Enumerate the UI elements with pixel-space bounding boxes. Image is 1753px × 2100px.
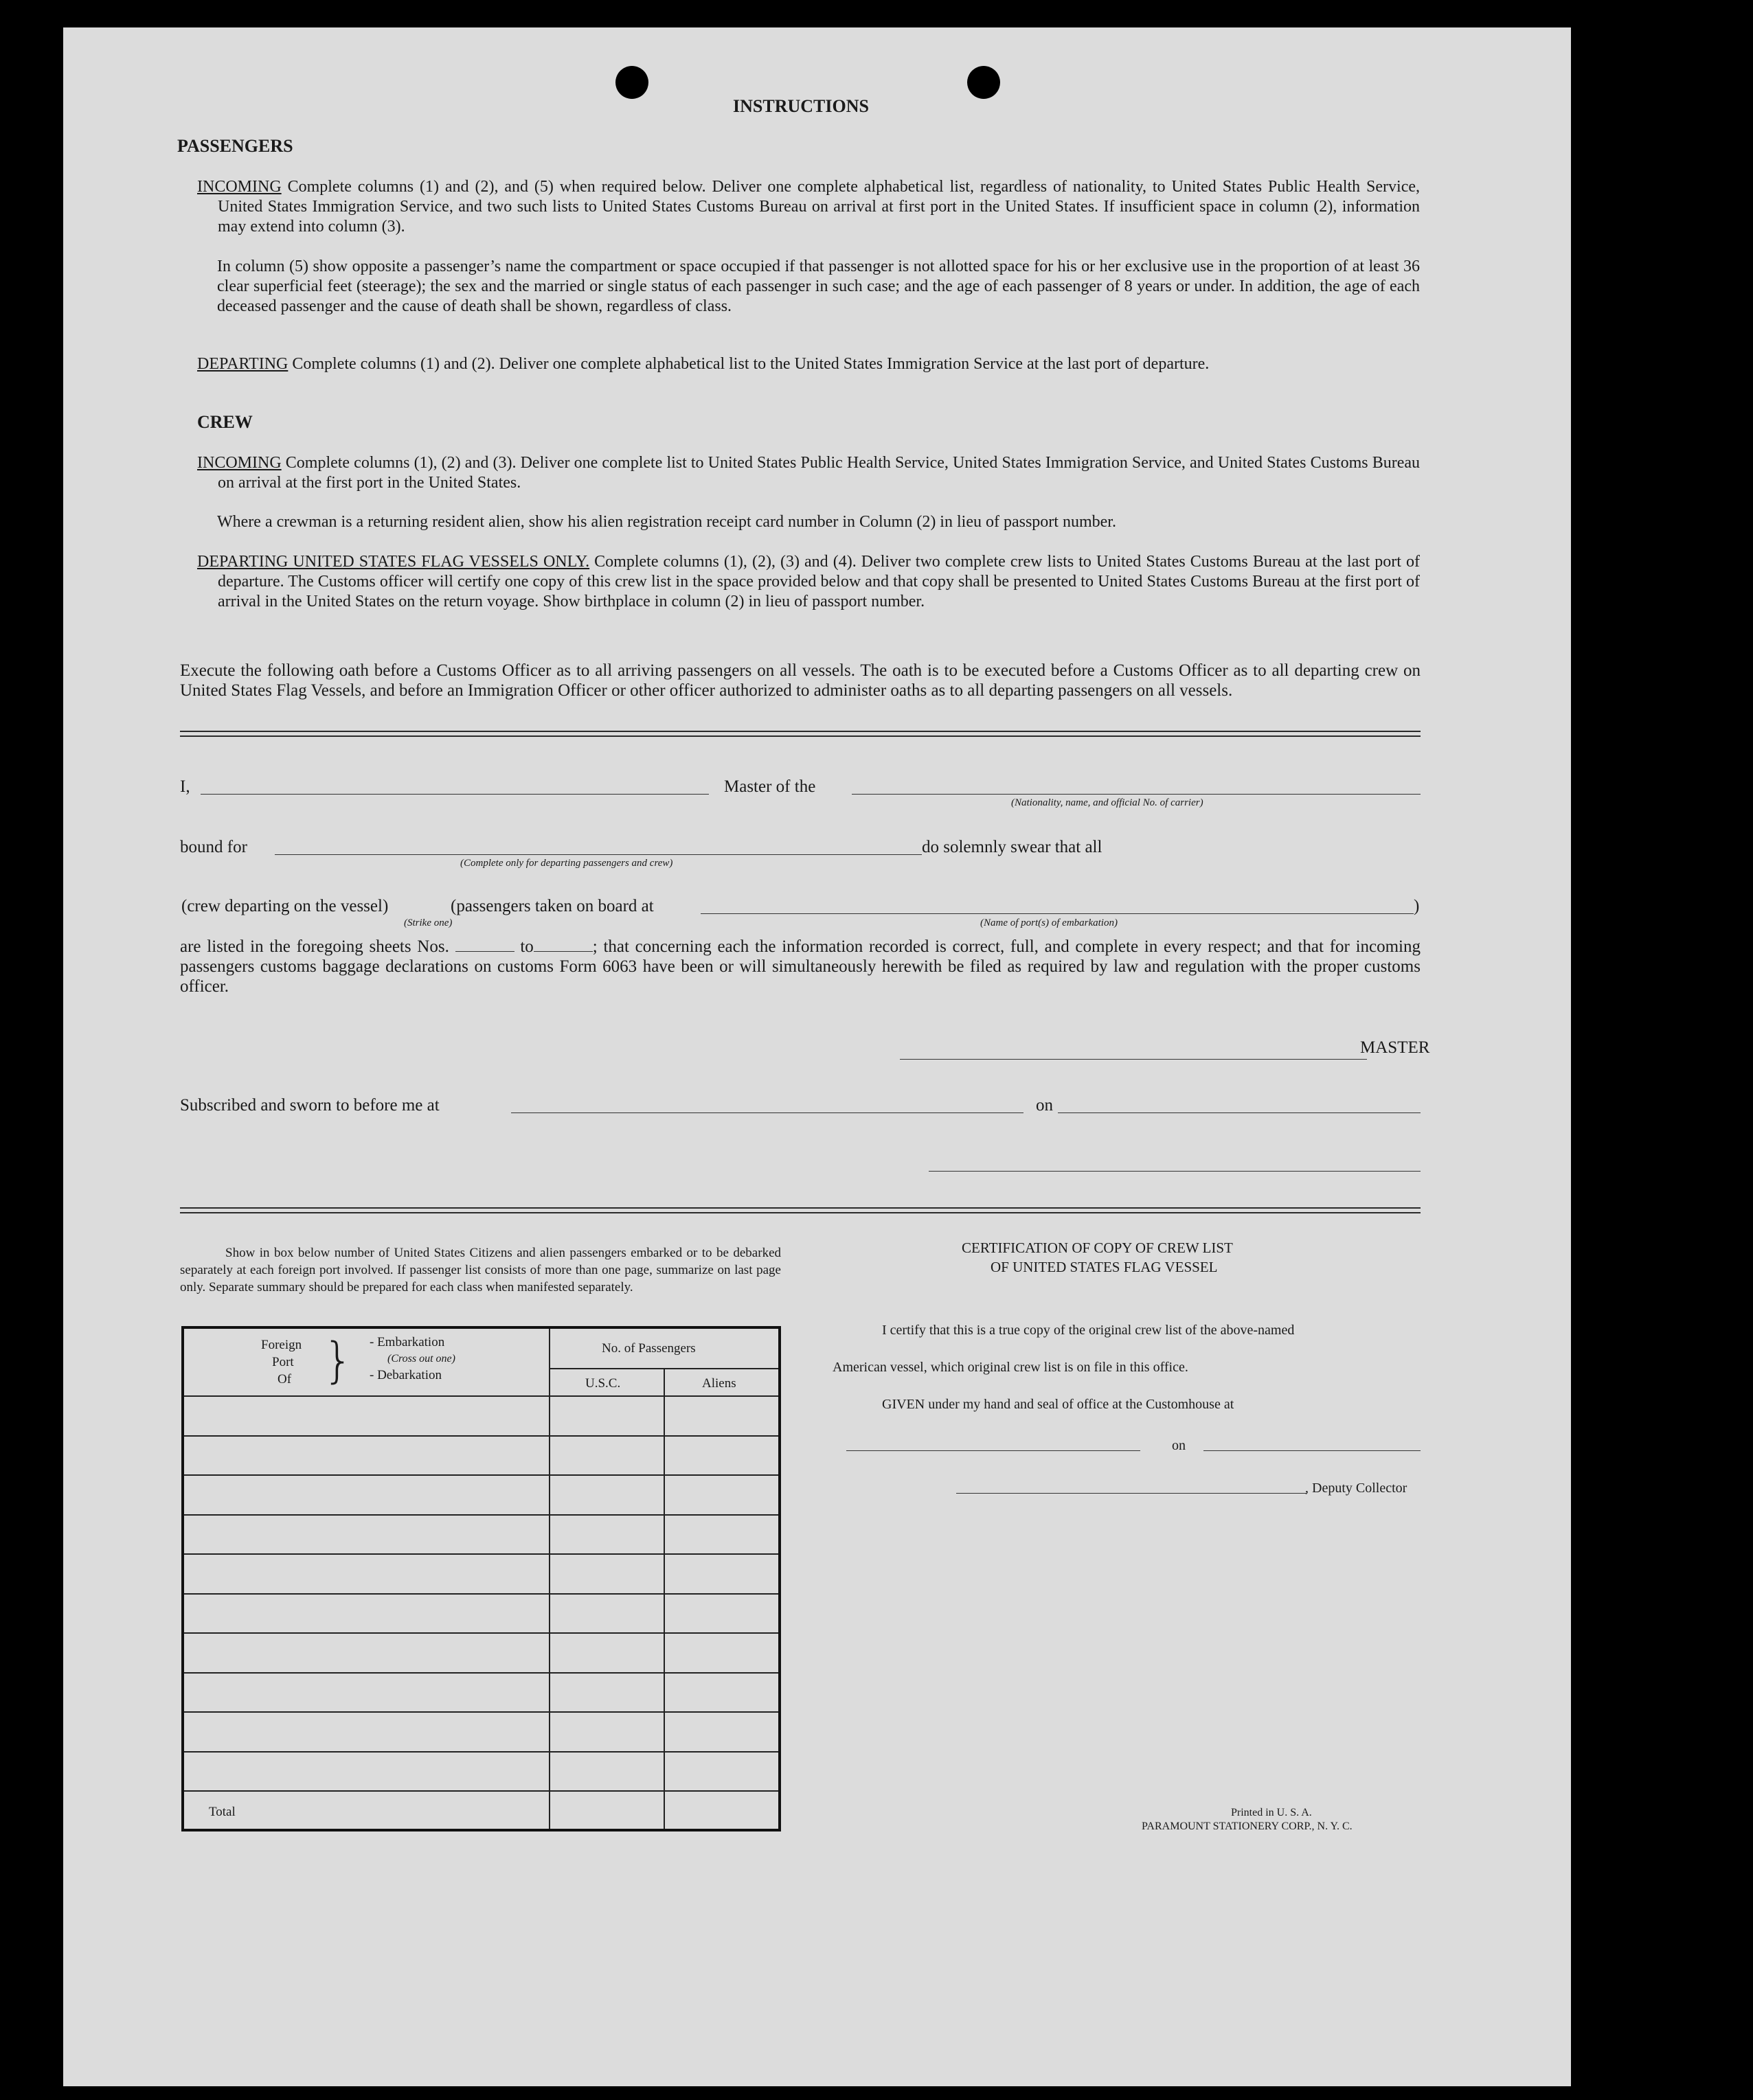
bound-for-label: bound for bbox=[180, 838, 247, 856]
crew-departing-text: Complete columns (1), (2), (3) and (4). Deliver two complete crew lists to United States Customs Bureau at the last port of departure. The Customs officer will certify one copy of this crew list in the space provided below and that copy shall be presented to United States Customs Bureau at the first port of arrival in the United States on the return voyage. Show birthplace in column (2) in lieu of passport number. bbox=[218, 553, 1421, 610]
punch-hole-left bbox=[615, 66, 648, 99]
passengers-incoming-text: Complete columns (1) and (2), and (5) when required below. Deliver one complete alphabetical list, regardless of nationality, to United States Public Health Service, United States Immigration Service, and two such lists to United States Customs Bureau on arrival at first port in the United States. If insufficient space in column (2), information may extend into column (3). bbox=[218, 178, 1421, 236]
passengers-departing-label: DEPARTING bbox=[197, 355, 289, 373]
listed-prefix: are listed in the foregoing sheets Nos. bbox=[180, 937, 449, 956]
passengers-heading: PASSENGERS bbox=[177, 136, 293, 156]
strike-one-hint: (Strike one) bbox=[404, 917, 453, 928]
row-divider bbox=[184, 1514, 778, 1516]
row-divider bbox=[184, 1632, 778, 1634]
total-label: Total bbox=[209, 1805, 236, 1819]
subscribed-label: Subscribed and sworn to before me at bbox=[180, 1096, 440, 1115]
printer-line-1: Printed in U. S. A. bbox=[1231, 1807, 1312, 1818]
crew-departing-option: (crew departing on the vessel) bbox=[181, 897, 389, 915]
deputy-signature-line[interactable] bbox=[956, 1493, 1307, 1494]
aliens-header: Aliens bbox=[702, 1376, 736, 1391]
column5-paragraph: In column (5) show opposite a passenger’s name the compartment or space occupied if that passenger is not allotted space for his or her exclusive use in the proportion of at least 36 clear superficial feet (steerage); the sex and the married or single status of each passenger in such case; and the age of each passenger of 8 years or under. In addition, the age of each deceased passenger and the cause of death shall be shown, regardless of class. bbox=[217, 258, 1420, 315]
crew-departing-paragraph bbox=[197, 552, 1420, 612]
subscribed-date-line[interactable] bbox=[1058, 1112, 1421, 1113]
customhouse-line[interactable] bbox=[846, 1450, 1140, 1451]
form-sheet bbox=[63, 27, 1571, 2086]
certify-line-1: I certify that this is a true copy of the original crew list of the above-named bbox=[882, 1323, 1295, 1338]
usc-header: U.S.C. bbox=[585, 1376, 621, 1391]
row-divider bbox=[184, 1711, 778, 1713]
row-divider bbox=[184, 1672, 778, 1674]
row-divider bbox=[184, 1435, 778, 1437]
subscribed-place-line[interactable] bbox=[511, 1112, 1023, 1113]
passengers-incoming-paragraph bbox=[197, 177, 1420, 237]
divider-top bbox=[180, 731, 1421, 732]
crew-incoming-label: INCOMING bbox=[197, 454, 282, 472]
crew-heading: CREW bbox=[197, 412, 253, 432]
crew-incoming-text: Complete columns (1), (2) and (3). Deliver one complete list to United States Public Health Service, United States Immigration Service, and United States Customs Bureau on arrival at the first port in the United States. bbox=[218, 454, 1420, 492]
certification-date-line[interactable] bbox=[1203, 1450, 1421, 1451]
master-of-the-label: Master of the bbox=[724, 777, 816, 796]
summary-table bbox=[181, 1326, 781, 1831]
sheet-from-line[interactable] bbox=[455, 939, 514, 952]
header-divider-mid bbox=[549, 1368, 778, 1369]
oath-intro: Execute the following oath before a Customs Officer as to all arriving passengers on all vessels. The oath is to be executed before a Customs Officer as to all departing crew on United States Flag Vessels, and before an Immigration Officer or other officer authorized to administer oaths as to all departing passengers on all vessels. bbox=[180, 661, 1421, 700]
sheet-to-line[interactable] bbox=[534, 939, 593, 952]
vessel-line[interactable] bbox=[852, 794, 1421, 795]
summary-instructions: Show in box below number of United States Citizens and alien passengers embarked or to be debarked separately at each foreign port involved. If passenger list consists of more than one page, summarize on last page only. Separate summary should be prepared for each class when manifested separately. bbox=[180, 1246, 781, 1294]
cross-out-hint: (Cross out one) bbox=[387, 1353, 455, 1365]
row-divider bbox=[184, 1553, 778, 1555]
complete-only-hint: (Complete only for departing passengers and crew) bbox=[460, 858, 673, 869]
port-embarkation-line[interactable] bbox=[701, 913, 1414, 914]
divider-bottom bbox=[180, 1207, 1421, 1209]
passengers-departing-text: Complete columns (1) and (2). Deliver one complete alphabetical list to the United States Immigration Service at the last port of departure. bbox=[292, 355, 1210, 373]
divider-top-2 bbox=[180, 735, 1421, 737]
passengers-incoming-label: INCOMING bbox=[197, 178, 282, 196]
officer-signature-line[interactable] bbox=[929, 1171, 1421, 1172]
listed-paragraph bbox=[180, 937, 1421, 996]
crew-incoming-paragraph bbox=[197, 453, 1420, 493]
nationality-hint: (Nationality, name, and official No. of carrier) bbox=[1011, 797, 1203, 808]
port-hint: (Name of port(s) of embarkation) bbox=[980, 917, 1118, 928]
row-divider bbox=[184, 1790, 778, 1792]
close-paren: ) bbox=[1414, 897, 1420, 915]
row-divider bbox=[184, 1593, 778, 1595]
col-divider-2 bbox=[664, 1368, 665, 1829]
master-signature-line[interactable] bbox=[900, 1059, 1367, 1060]
deputy-collector-label: , Deputy Collector bbox=[1305, 1481, 1407, 1496]
swear-label: do solemnly swear that all bbox=[922, 838, 1102, 856]
listed-rest: ; that concerning each the information recorded is correct, full, and complete in every respect; and that for incoming passengers customs baggage declarations on customs Form 6063 have been or will simultaneously herewith be filed as required by law and regulation with the proper customs officer. bbox=[180, 937, 1421, 996]
of-label: Of bbox=[278, 1372, 292, 1386]
debarkation-label: - Debarkation bbox=[370, 1368, 442, 1382]
certify-line-2: American vessel, which original crew list is on file in this office. bbox=[833, 1360, 1188, 1375]
crewman-paragraph: Where a crewman is a returning resident alien, show his alien registration receipt card number in Column (2) in lieu of passport number. bbox=[217, 513, 1116, 531]
punch-hole-right bbox=[967, 66, 1000, 99]
to-label: to bbox=[520, 937, 534, 956]
master-name-line[interactable] bbox=[201, 794, 709, 795]
instructions-title: INSTRUCTIONS bbox=[733, 96, 869, 116]
embarkation-label: - Embarkation bbox=[370, 1335, 445, 1349]
passengers-departing-paragraph bbox=[197, 354, 1420, 374]
row-divider bbox=[184, 1751, 778, 1753]
divider-bottom-2 bbox=[180, 1212, 1421, 1213]
row-divider bbox=[184, 1474, 778, 1476]
subscribed-on-label: on bbox=[1036, 1096, 1053, 1115]
certification-title-1: CERTIFICATION OF COPY OF CREW LIST bbox=[962, 1240, 1233, 1256]
brace-glyph: } bbox=[323, 1332, 354, 1389]
certification-on-label: on bbox=[1172, 1438, 1186, 1453]
printer-line-2: PARAMOUNT STATIONERY CORP., N. Y. C. bbox=[1142, 1821, 1353, 1832]
given-label: GIVEN under my hand and seal of office at the Customhouse at bbox=[882, 1397, 1234, 1412]
bound-for-line[interactable] bbox=[275, 854, 922, 855]
header-divider bbox=[184, 1395, 778, 1397]
certification-title-2: OF UNITED STATES FLAG VESSEL bbox=[991, 1259, 1218, 1275]
no-passengers-header: No. of Passengers bbox=[602, 1341, 696, 1356]
passengers-taken-option: (passengers taken on board at bbox=[451, 897, 654, 915]
master-label: MASTER bbox=[1360, 1038, 1430, 1057]
col-divider-1 bbox=[549, 1329, 550, 1829]
oath-i-label: I, bbox=[180, 777, 190, 796]
foreign-label: Foreign bbox=[261, 1338, 302, 1352]
crew-departing-label: DEPARTING UNITED STATES FLAG VESSELS ONLY. bbox=[197, 553, 590, 571]
port-label: Port bbox=[272, 1355, 294, 1369]
